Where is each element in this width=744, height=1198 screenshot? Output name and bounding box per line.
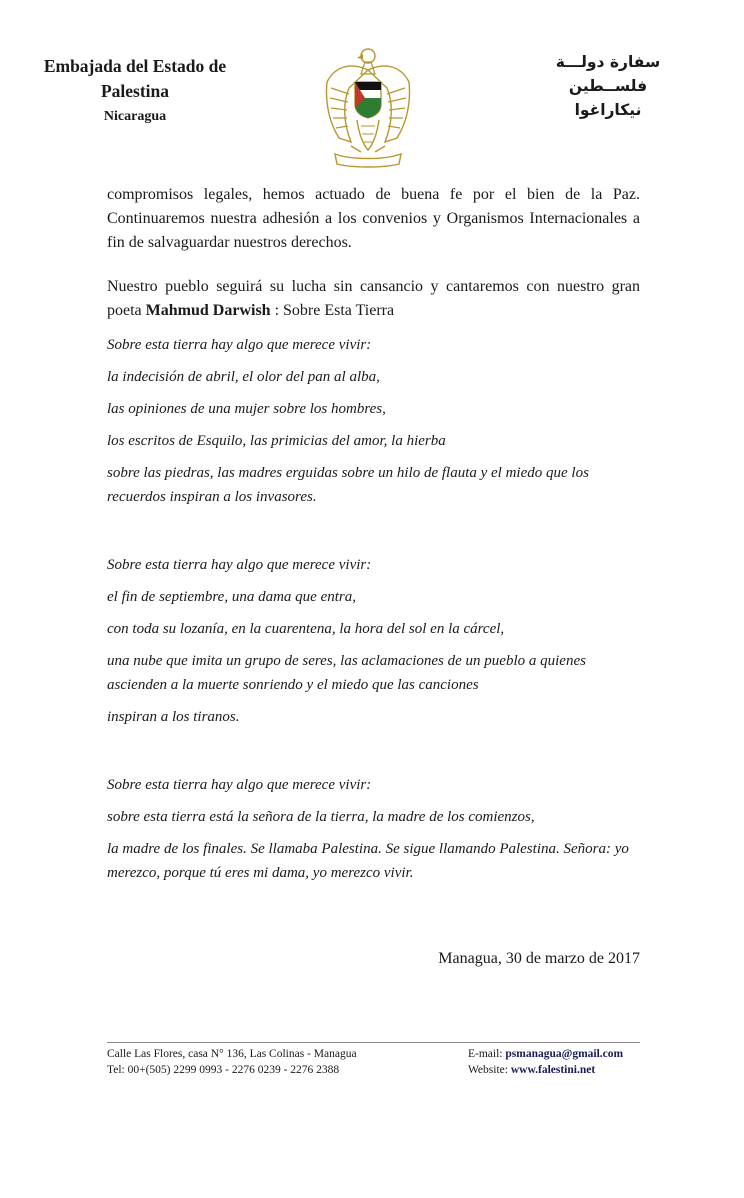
- embassy-name-spanish: [30, 54, 240, 129]
- website-link[interactable]: www.falestini.net: [510, 1064, 596, 1076]
- footer-phone: Tel: 00+(505) 2299 0993 - 2276 0239 - 2276 2388: [107, 1064, 340, 1076]
- paragraph-struggle: [107, 275, 640, 323]
- poet-name: Mahmud Darwish: [145, 302, 271, 319]
- email-label: E-mail:: [468, 1048, 506, 1060]
- footer-contact-right: [468, 1046, 623, 1078]
- poem-line: Sobre esta tierra hay algo que merece vivir:: [107, 557, 372, 573]
- embassy-arabic-line1: سفارة دولـــة: [555, 53, 661, 71]
- poem-line: la indecisión de abril, el olor del pan al alba,: [107, 369, 380, 385]
- letter-date: Managua, 30 de marzo de 2017: [438, 950, 640, 967]
- embassy-country: Nicaragua: [103, 109, 167, 124]
- footer-website-row: [468, 1062, 623, 1078]
- poem-title-text: : Sobre Esta Tierra: [270, 302, 395, 319]
- poem-line: inspiran a los tiranos.: [107, 709, 240, 725]
- embassy-name-line1: Embajada del Estado de: [43, 56, 227, 76]
- footer-divider: [107, 1042, 640, 1043]
- footer-email-row: [468, 1046, 623, 1062]
- poem-line: las opiniones de una mujer sobre los hombres,: [107, 401, 386, 417]
- poem-line: sobre esta tierra está la señora de la tierra, la madre de los comienzos,: [107, 809, 535, 825]
- poem-line: sobre las piedras, las madres erguidas sobre un hilo de flauta y el miedo que los recuerdos inspiran a los invasores.: [107, 465, 589, 505]
- embassy-name-line2: Palestina: [100, 81, 170, 101]
- poem-line: la madre de los finales. Se llamaba Palestina. Se sigue llamando Palestina. Señora: yo merezco, porque tú eres mi dama, yo merezco vivir.: [107, 841, 629, 881]
- poem-line: con toda su lozanía, en la cuarentena, la hora del sol en la cárcel,: [107, 621, 505, 637]
- email-link[interactable]: psmanagua@gmail.com: [505, 1048, 624, 1060]
- paragraph-commitments: compromisos legales, hemos actuado de buena fe por el bien de la Paz. Continuaremos nuestra adhesión a los convenios y Organismos Internacionales a fin de salvaguardar nuestros derechos.: [107, 186, 640, 251]
- embassy-arabic-line3: نيكاراغوا: [574, 101, 642, 119]
- poem-line: una nube que imita un grupo de seres, las aclamaciones de un pueblo a quienes ascienden a la muerte sonriendo y el miedo que las canciones: [107, 653, 586, 693]
- paragraph-struggle-text: Nuestro pueblo seguirá su lucha sin cansancio y cantaremos con nuestro gran poeta: [107, 278, 640, 319]
- website-label: Website:: [468, 1064, 511, 1076]
- poem-line: Sobre esta tierra hay algo que merece vivir:: [107, 777, 372, 793]
- footer-contact-left: [107, 1046, 357, 1078]
- embassy-name-arabic: [548, 50, 668, 122]
- footer-address: Calle Las Flores, casa N° 136, Las Colinas - Managua: [107, 1048, 357, 1060]
- poem-line: los escritos de Esquilo, las primicias del amor, la hierba: [107, 433, 446, 449]
- poem-line: el fin de septiembre, una dama que entra,: [107, 589, 356, 605]
- letter-body: [107, 183, 640, 885]
- palestine-eagle-emblem-icon: [321, 42, 415, 170]
- poem-line: Sobre esta tierra hay algo que merece vivir:: [107, 337, 372, 353]
- embassy-arabic-line2: فلســطين: [568, 77, 648, 95]
